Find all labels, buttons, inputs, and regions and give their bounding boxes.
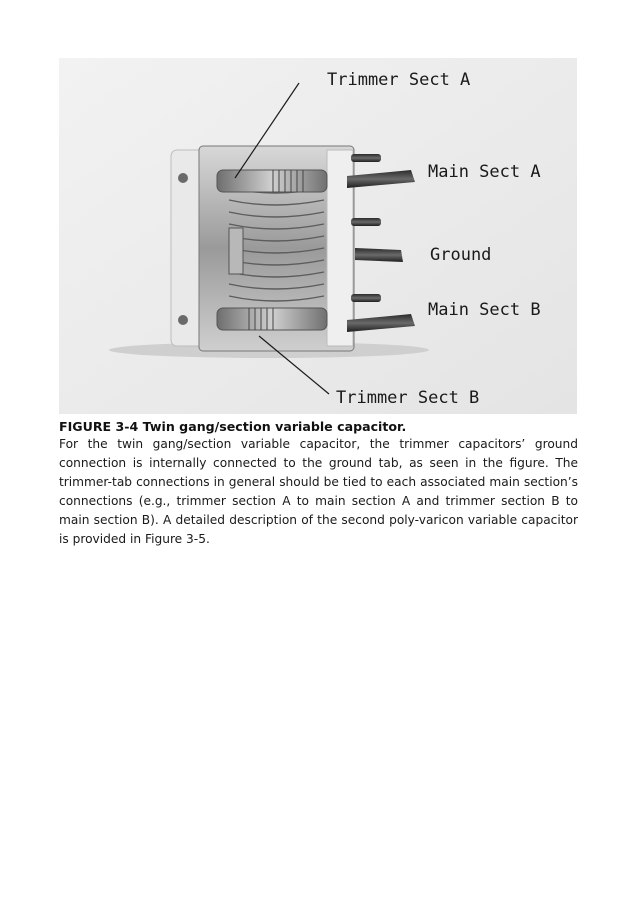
capacitor-illustration <box>59 58 577 414</box>
label-main-sect-b: Main Sect B <box>428 300 541 320</box>
label-ground: Ground <box>430 245 492 265</box>
label-trimmer-sect-b: Trimmer Sect B <box>336 388 480 408</box>
body-paragraph: For the twin gang/section variable capacitor, the trimmer capacitors’ ground connection is internally connected to the ground tab, as seen in the figure. The trimmer-tab connections in general should be tied to each associated main section’s connections (e.g., trimmer section A to main section A and trimmer section B to main section B). A detailed description of the second poly-varicon variable capacitor is provided in Figure 3-5. <box>59 437 578 546</box>
capacitor-photo <box>59 58 577 414</box>
label-trimmer-sect-a: Trimmer Sect A <box>327 70 471 90</box>
label-main-sect-a: Main Sect A <box>428 162 541 182</box>
figure-caption: FIGURE 3-4 Twin gang/section variable capacitor. <box>59 419 407 434</box>
